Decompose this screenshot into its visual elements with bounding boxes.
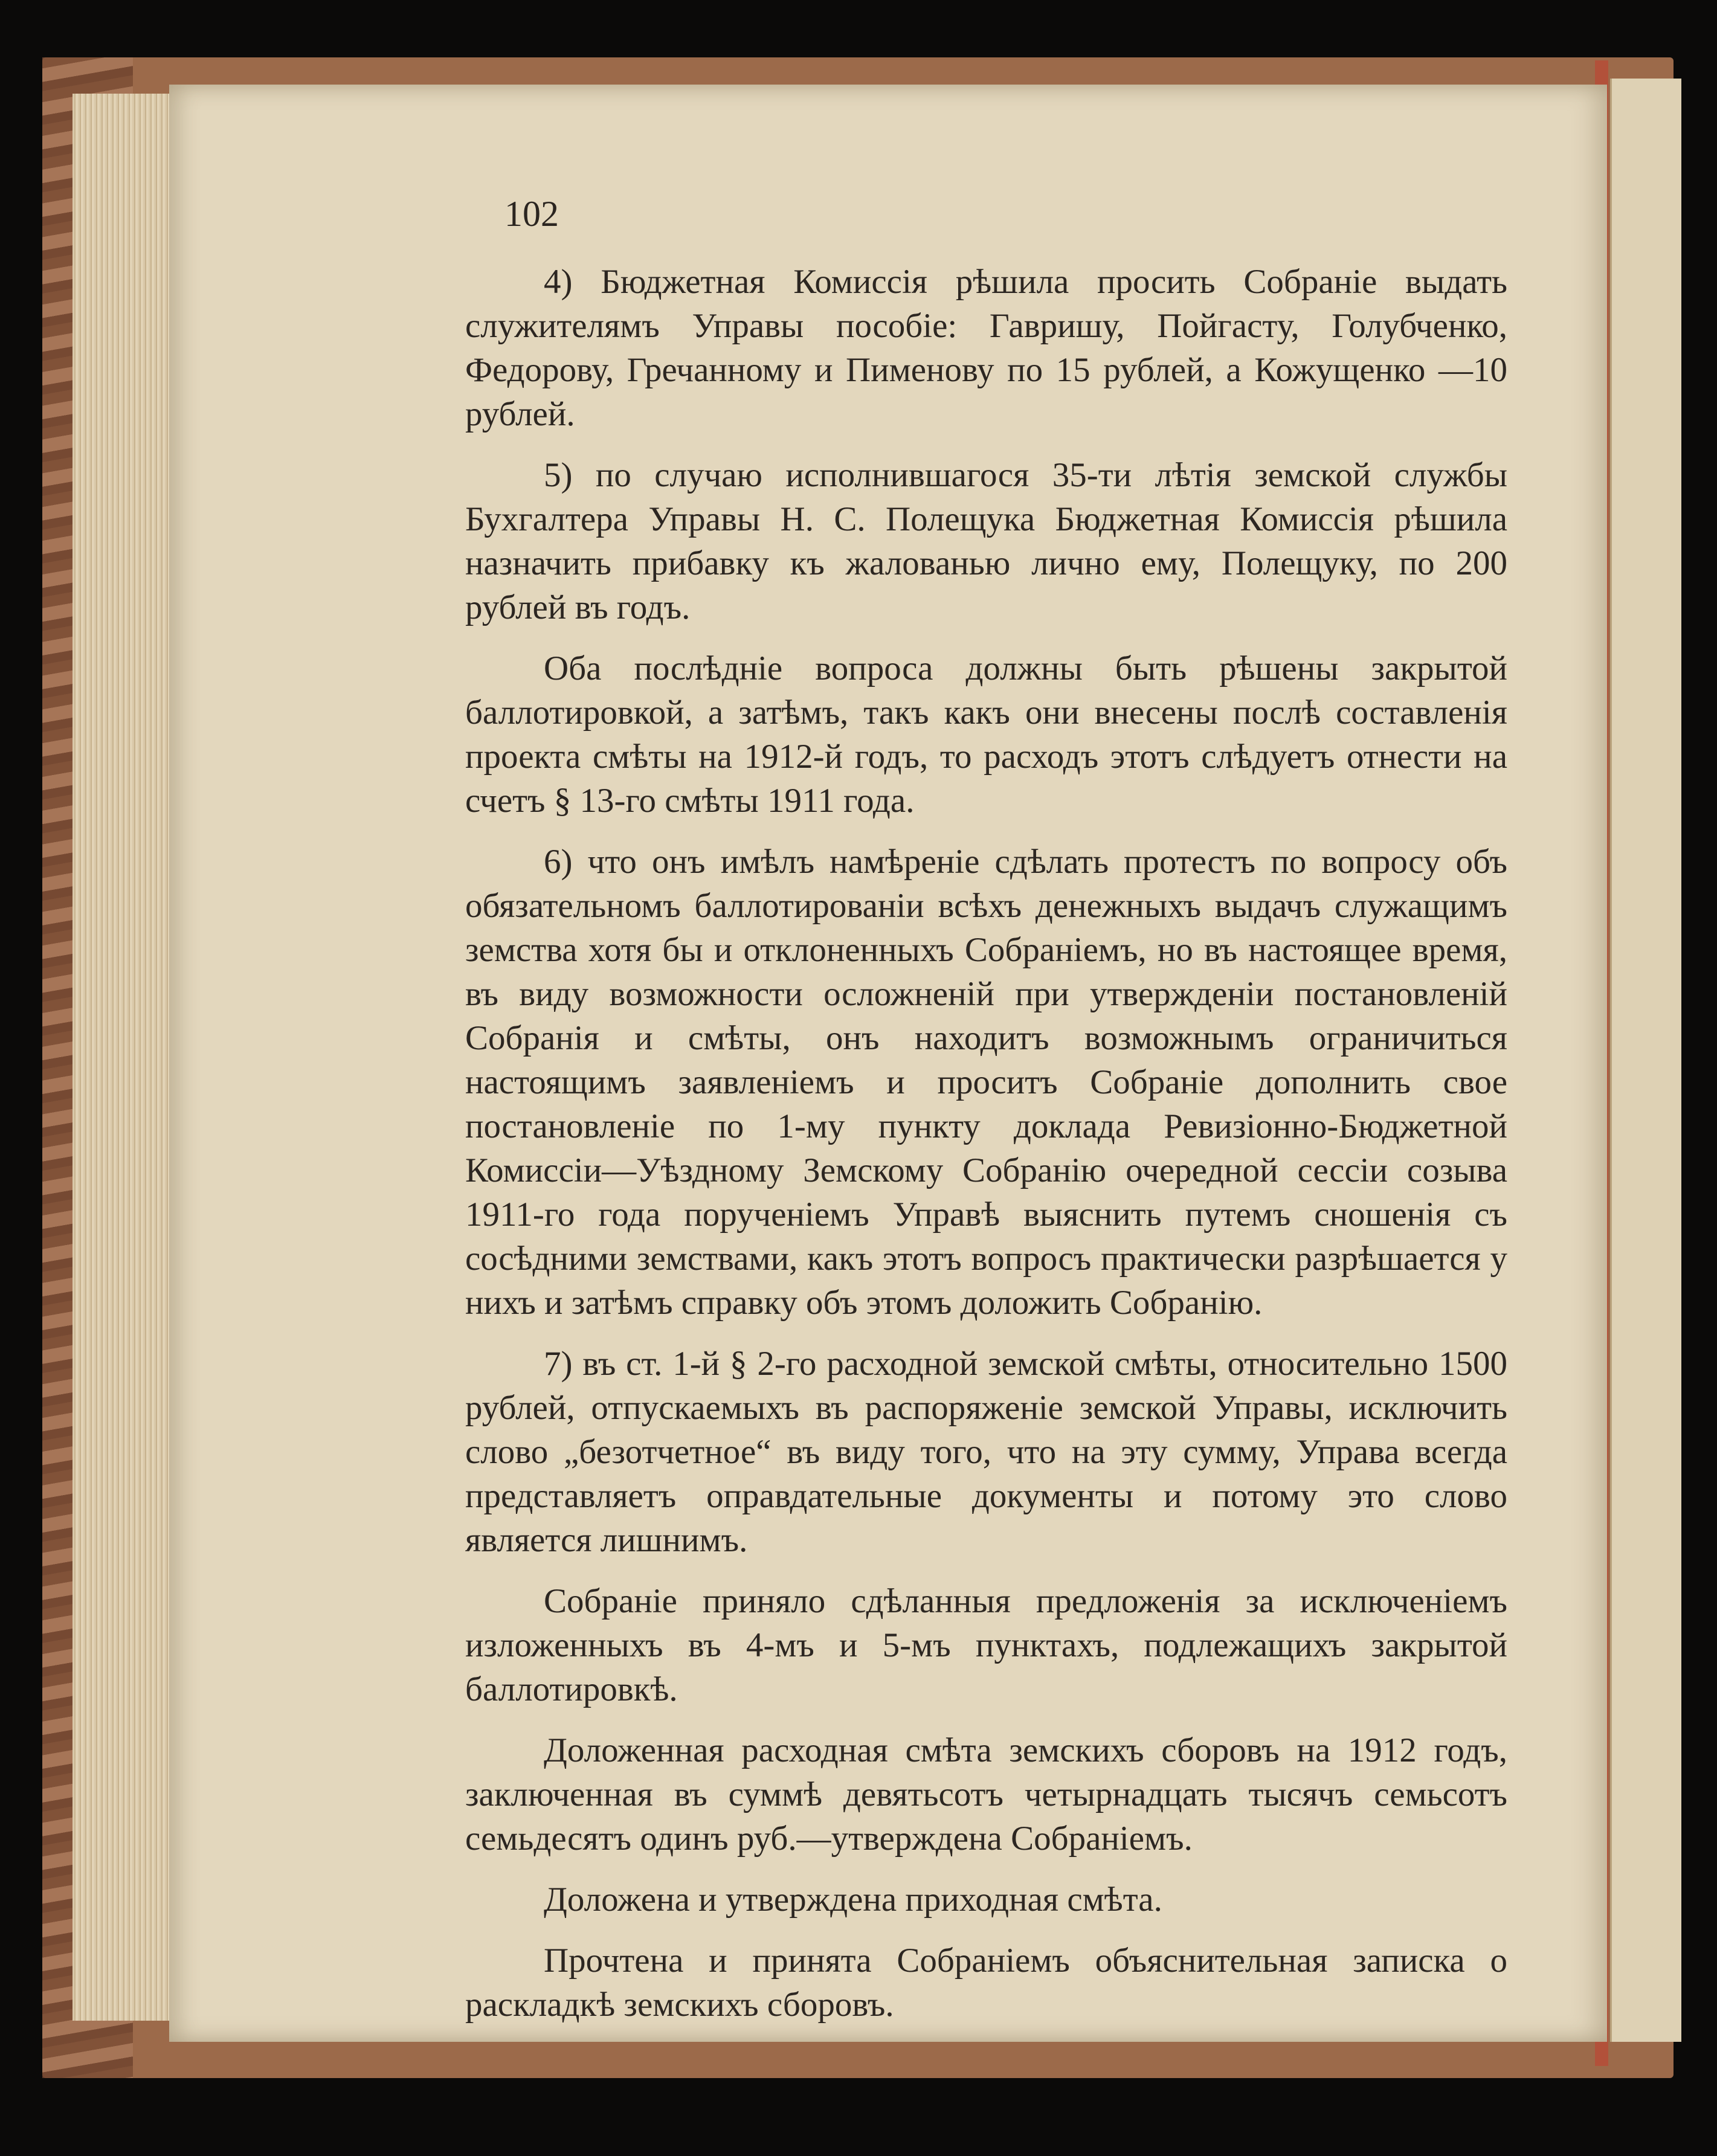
facing-page-edge bbox=[1610, 79, 1681, 2042]
page-stack bbox=[72, 94, 175, 2021]
paragraph-item-4: 4) Бюджетная Комиссія рѣшила просить Собраніе выдать служителямъ Управы пособіе: Гавришу, Пойгасту, Голубченко, Федорову, Гречанному и Пименову по 15 рублей, а Кожущенко —10 рублей. bbox=[465, 263, 1507, 433]
page-number: 102 bbox=[504, 194, 559, 234]
paragraph-item-7: 7) въ ст. 1-й § 2-го расходной земской смѣты, относительно 1500 рублей, отпускаемыхъ въ распоряженіе земской Управы, исключить слово „безотчетное“ въ виду того, что на эту сумму, Управа всегда представляетъ оправдательные документы и потому это слово является лишнимъ. bbox=[465, 1345, 1507, 1559]
paragraph-explanatory-note: Прочтена и принята Собраніемъ объяснительная записка о раскладкѣ земскихъ сборовъ. bbox=[465, 1942, 1507, 2024]
page-body bbox=[465, 260, 1507, 2044]
paragraph-income-approved: Доложена и утверждена приходная смѣта. bbox=[544, 1881, 1162, 1919]
paragraph-item-6: 6) что онъ имѣлъ намѣреніе сдѣлать протестъ по вопросу объ обязательномъ баллотированіи всѣхъ денежныхъ выдачъ служащимъ земства хотя бы и отклоненныхъ Собраніемъ, но въ настоящее время, въ виду возможности осложненій при утвержденіи постановленій Собранія и смѣты, онъ находитъ возможнымъ ограничиться настоящимъ заявленіемъ и проситъ Собраніе дополнить свое постановленіе по 1-му пункту доклада Ревизіонно-Бюджетной Комиссіи—Уѣздному Земскому Собранію очередной сессіи созыва 1911-го года порученіемъ Управѣ выяснить путемъ сношенія съ сосѣдними земствами, какъ этотъ вопросъ практически разрѣшается у нихъ и затѣмъ справку объ этомъ доложить Собранію. bbox=[465, 843, 1507, 1322]
paragraph-budget-approved: Доложенная расходная смѣта земскихъ сборовъ на 1912 годъ, заключенная въ суммѣ девятьсотъ четырнадцать тысячъ семьсотъ семьдесятъ одинъ руб.—утверждена Собраніемъ. bbox=[465, 1731, 1507, 1858]
paragraph-ballot-note: Оба послѣдніе вопроса должны быть рѣшены закрытой баллотировкой, а затѣмъ, такъ какъ они внесены послѣ составленія проекта смѣты на 1912-й годъ, то расходъ этотъ слѣдуетъ отнести на счетъ § 13-го смѣты 1911 года. bbox=[465, 649, 1507, 820]
paragraph-assembly-accepted: Собраніе приняло сдѣланныя предложенія за исключеніемъ изложенныхъ въ 4-мъ и 5-мъ пунктахъ, подлежащихъ закрытой баллотировкѣ. bbox=[465, 1582, 1507, 1708]
paragraph-item-5: 5) по случаю исполнившагося 35-ти лѣтія земской службы Бухгалтера Управы Н. С. Полещука Бюджетная Комиссія рѣшила назначить прибавку къ жалованью лично ему, Полещуку, по 200 рублей въ годъ. bbox=[465, 456, 1507, 626]
